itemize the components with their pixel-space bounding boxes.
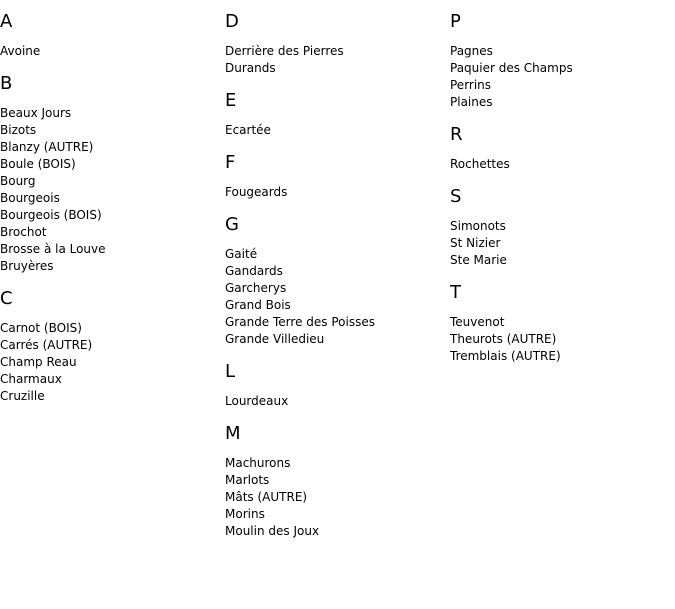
letter-group-s <box>450 186 670 269</box>
place-link[interactable]: Bruyères <box>0 259 54 273</box>
letter-group-m <box>225 423 445 540</box>
letter-heading: S <box>450 186 462 207</box>
letter-group-d <box>225 11 445 77</box>
place-link[interactable]: Charmaux <box>0 372 62 386</box>
place-link[interactable]: Mâts (AUTRE) <box>225 490 308 504</box>
place-link[interactable]: Marlots <box>225 473 270 487</box>
letter-heading: M <box>225 423 241 444</box>
index-column-2 <box>225 0 445 553</box>
place-link[interactable]: Ecartée <box>225 123 271 137</box>
place-link[interactable]: Perrins <box>450 78 492 92</box>
place-link[interactable]: Tremblais (AUTRE) <box>450 349 561 363</box>
letter-group-l <box>225 361 445 410</box>
place-link[interactable]: Durands <box>225 61 276 75</box>
letter-heading: C <box>0 288 13 309</box>
letter-group-c <box>0 288 220 405</box>
letter-heading: B <box>0 73 13 94</box>
entry-list <box>225 246 445 348</box>
place-link[interactable]: Machurons <box>225 456 291 470</box>
letter-heading: F <box>225 152 236 173</box>
place-link[interactable]: St Nizier <box>450 236 501 250</box>
place-link[interactable]: Plaines <box>450 95 493 109</box>
entry-list <box>0 43 220 60</box>
letter-group-f <box>225 152 445 201</box>
letter-heading: D <box>225 11 239 32</box>
place-link[interactable]: Carnot (BOIS) <box>0 321 82 335</box>
letter-group-a <box>0 11 220 60</box>
letter-group-g <box>225 214 445 348</box>
place-link[interactable]: Lourdeaux <box>225 394 289 408</box>
index-column-1 <box>0 0 220 418</box>
letter-heading: A <box>0 11 13 32</box>
place-link[interactable]: Blanzy (AUTRE) <box>0 140 94 154</box>
place-link[interactable]: Brosse à la Louve <box>0 242 106 256</box>
entry-list <box>0 320 220 405</box>
letter-heading: T <box>450 282 461 303</box>
place-link[interactable]: Brochot <box>0 225 47 239</box>
place-link[interactable]: Bizots <box>0 123 37 137</box>
entry-list <box>225 122 445 139</box>
entry-list <box>225 184 445 201</box>
place-link[interactable]: Pagnes <box>450 44 493 58</box>
letter-heading: P <box>450 11 461 32</box>
place-link[interactable]: Teuvenot <box>450 315 505 329</box>
entry-list <box>450 218 670 269</box>
index-column-3 <box>450 0 670 378</box>
place-link[interactable]: Carrés (AUTRE) <box>0 338 93 352</box>
place-link[interactable]: Beaux Jours <box>0 106 72 120</box>
place-link[interactable]: Bourg <box>0 174 36 188</box>
entry-list <box>225 393 445 410</box>
letter-heading: G <box>225 214 239 235</box>
letter-heading: L <box>225 361 236 382</box>
place-link[interactable]: Simonots <box>450 219 506 233</box>
place-link[interactable]: Ste Marie <box>450 253 507 267</box>
place-link[interactable]: Gandards <box>225 264 283 278</box>
place-link[interactable]: Theurots (AUTRE) <box>450 332 557 346</box>
entry-list <box>450 156 670 173</box>
entry-list <box>450 43 670 111</box>
entry-list <box>450 314 670 365</box>
entry-list <box>0 105 220 275</box>
place-link[interactable]: Avoine <box>0 44 41 58</box>
letter-group-b <box>0 73 220 275</box>
entry-list <box>225 43 445 77</box>
place-link[interactable]: Grande Terre des Poisses <box>225 315 375 329</box>
letter-group-p <box>450 11 670 111</box>
place-link[interactable]: Grand Bois <box>225 298 291 312</box>
place-link[interactable]: Derrière des Pierres <box>225 44 344 58</box>
place-link[interactable]: Bourgeois <box>0 191 60 205</box>
place-link[interactable]: Grande Villedieu <box>225 332 325 346</box>
place-link[interactable]: Paquier des Champs <box>450 61 573 75</box>
place-link[interactable]: Garcherys <box>225 281 287 295</box>
place-link[interactable]: Rochettes <box>450 157 510 171</box>
place-link[interactable]: Morins <box>225 507 265 521</box>
place-link[interactable]: Cruzille <box>0 389 45 403</box>
place-link[interactable]: Moulin des Joux <box>225 524 320 538</box>
place-link[interactable]: Boule (BOIS) <box>0 157 76 171</box>
entry-list <box>225 455 445 540</box>
letter-heading: E <box>225 90 237 111</box>
place-link[interactable]: Fougeards <box>225 185 288 199</box>
letter-group-t <box>450 282 670 365</box>
letter-heading: R <box>450 124 463 145</box>
letter-group-e <box>225 90 445 139</box>
place-link[interactable]: Champ Reau <box>0 355 77 369</box>
place-link[interactable]: Gaité <box>225 247 258 261</box>
place-link[interactable]: Bourgeois (BOIS) <box>0 208 102 222</box>
letter-group-r <box>450 124 670 173</box>
